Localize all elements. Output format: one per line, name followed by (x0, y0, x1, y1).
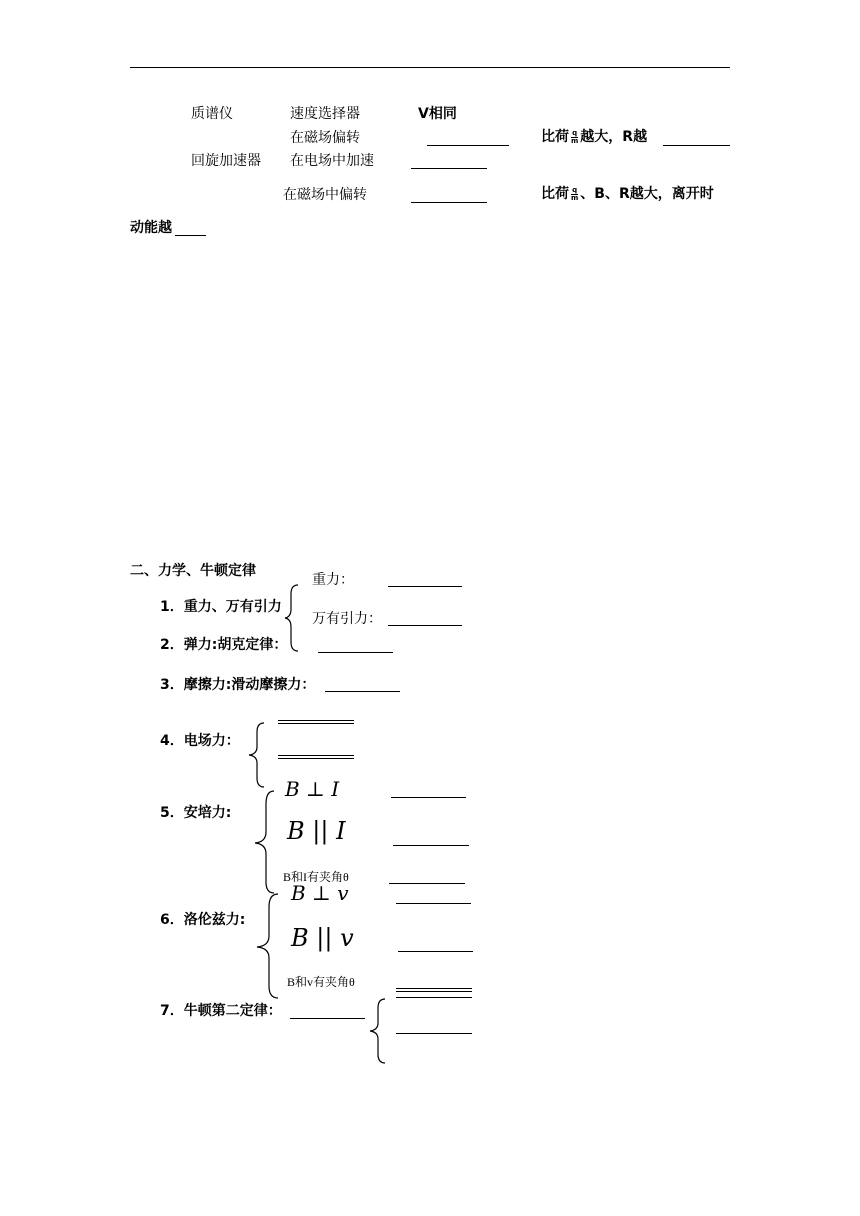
item-6-label: 6．洛伦兹力: (160, 912, 246, 928)
lorentz-blank-1 (396, 903, 471, 904)
item-3-label: 3．摩擦力:滑动摩擦力： (160, 677, 316, 693)
b-parallel-v-formula: B || v (291, 924, 354, 952)
lorentz-blank-2 (398, 951, 473, 952)
cyclotron-label: 回旋加速器 (191, 153, 261, 169)
lorentz-blank-3 (396, 988, 472, 992)
item-5-label: 5．安培力: (160, 805, 232, 821)
answer-blank-4 (411, 202, 487, 203)
electric-force-blank-1 (278, 720, 354, 724)
answer-blank-1 (427, 145, 509, 146)
ampere-blank-2 (393, 845, 469, 846)
section-heading: 二、力学、牛顿定律 (130, 563, 256, 579)
item-2-label: 2．弹力:胡克定律： (160, 637, 288, 653)
newton-blank-1 (396, 997, 472, 998)
ampere-blank-1 (391, 797, 466, 798)
b-perp-i-formula: B ⊥ I (285, 777, 340, 801)
mass-spectrometer-label: 质谱仪 (191, 106, 233, 122)
brace-5 (254, 790, 276, 894)
answer-blank-5 (175, 235, 206, 236)
b-parallel-i-formula: B || I (287, 817, 346, 845)
electric-force-blank-2 (278, 755, 354, 759)
answer-blank-3 (411, 168, 487, 169)
gravity-blank (388, 586, 462, 587)
charge-mass-ratio-1: 比荷 $\frac{q}{m}$ 越大，R越 (541, 128, 648, 145)
gravity-label: 重力： (312, 572, 354, 588)
hooke-blank (318, 652, 393, 653)
magnetic-deflection-label-1: 在磁场偏转 (290, 130, 360, 146)
brace-6 (256, 893, 280, 999)
universal-gravitation-blank (388, 625, 462, 626)
charge-mass-ratio-2: 比荷 $\frac{q}{m}$ 、B、R越大，离开时 (541, 185, 714, 202)
b-i-angle-label: B和I有夹角θ (283, 870, 349, 884)
brace-4 (248, 722, 266, 788)
friction-blank (325, 691, 400, 692)
header-rule (130, 67, 730, 68)
magnetic-deflection-label-2: 在磁场中偏转 (283, 187, 367, 203)
brace-7 (369, 998, 387, 1064)
b-perp-v-formula: B ⊥ v (291, 881, 349, 905)
q-over-m-fraction-1: $\frac{q}{m}$ (571, 128, 579, 145)
answer-blank-2 (663, 145, 730, 146)
newton-blank-2 (396, 1033, 472, 1034)
v-same-label: V相同 (418, 106, 457, 122)
item-7-label: 7．牛顿第二定律： (160, 1003, 282, 1019)
newton-main-blank (290, 1018, 365, 1019)
ampere-blank-3 (389, 883, 465, 884)
b-v-angle-label: B和v有夹角θ (287, 975, 355, 989)
q-over-m-fraction-2: $\frac{q}{m}$ (571, 185, 579, 202)
item-1-label: 1．重力、万有引力 (160, 599, 282, 615)
item-4-label: 4．电场力： (160, 733, 240, 749)
kinetic-energy-label: 动能越 (130, 220, 172, 236)
electric-acceleration-label: 在电场中加速 (290, 153, 374, 169)
universal-gravitation-label: 万有引力： (312, 611, 382, 627)
velocity-selector-label: 速度选择器 (290, 106, 360, 122)
